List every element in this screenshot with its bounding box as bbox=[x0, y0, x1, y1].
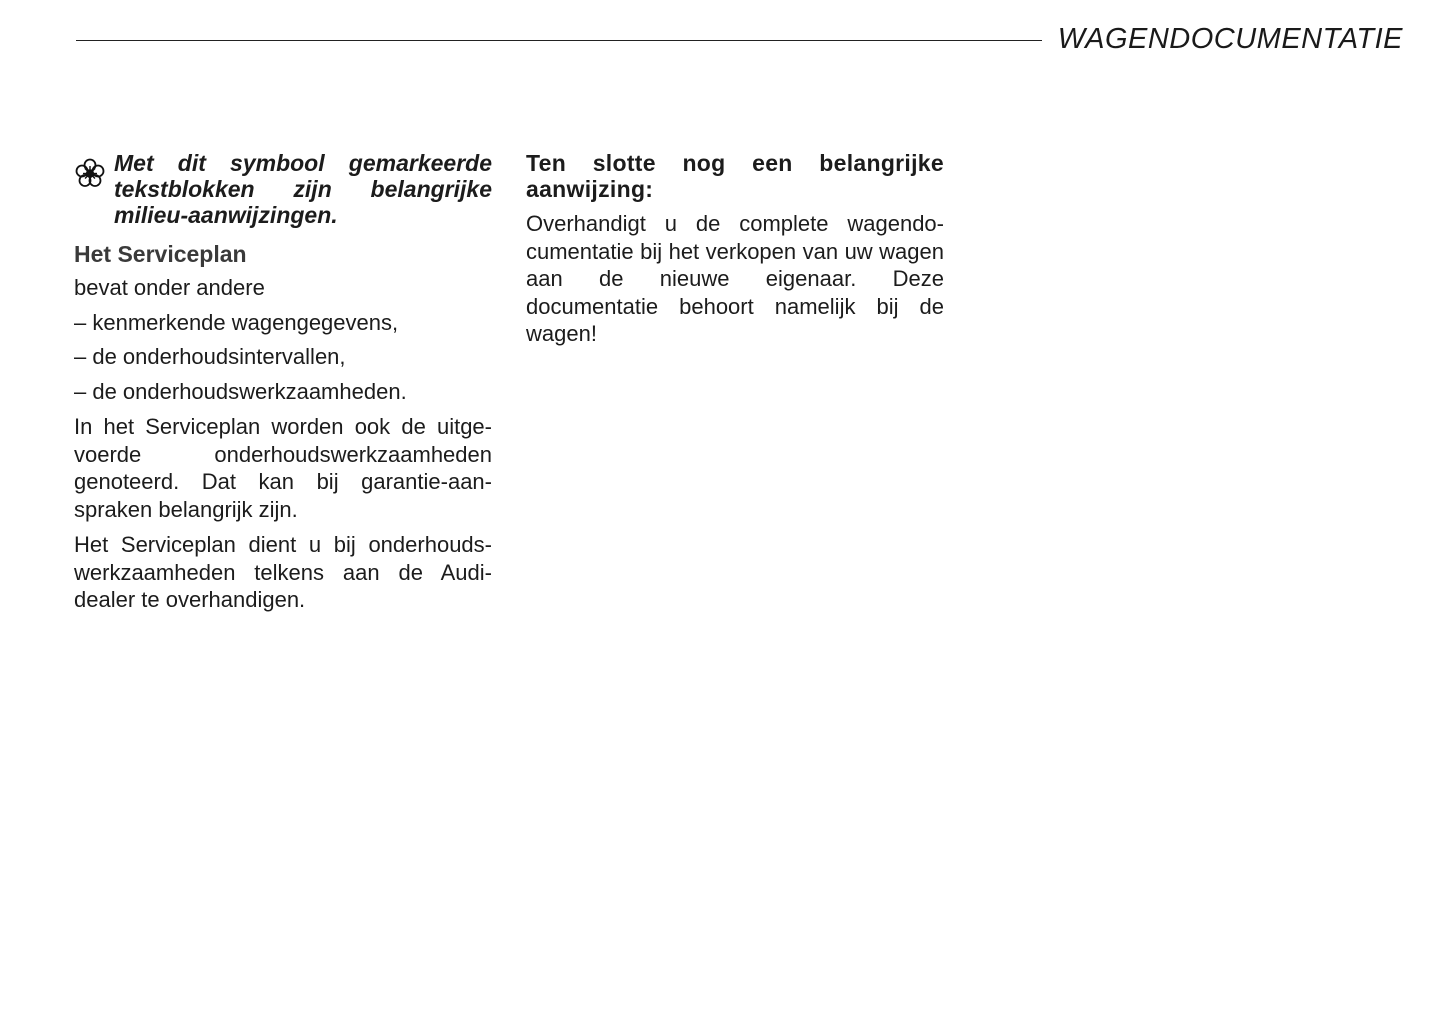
important-notice-paragraph: Overhandigt u de complete wagendocumentatie bij het verkopen van uw wagen aan de nieuwe eigenaar. Deze documentatie behoort namelijk bij de wagen! bbox=[526, 211, 944, 346]
environment-notice-text: Met dit symbool gemarkeerde tekstblokken zijn belangrijke milieu-aanwijzingen. bbox=[114, 150, 492, 228]
left-column bbox=[74, 150, 492, 614]
section-title: Het Serviceplan bbox=[74, 241, 247, 267]
running-head: WAGENDOCUMENTATIE bbox=[1057, 23, 1403, 55]
header-rule bbox=[76, 40, 1042, 41]
list-item: – de onderhoudsintervallen, bbox=[74, 344, 346, 369]
right-column bbox=[526, 150, 944, 348]
list-item: – kenmerkende wagengegevens, bbox=[74, 309, 399, 335]
environment-notice bbox=[74, 150, 492, 228]
intro-text: bevat onder andere bbox=[74, 275, 265, 300]
paragraph-hand-over-serviceplan: Het Serviceplan dient u bij onderhoudswerkzaamheden telkens aan de Audi-dealer te overhandigen. bbox=[74, 532, 492, 612]
environment-flower-icon bbox=[74, 157, 106, 189]
list-item: – de onderhoudswerkzaamheden. bbox=[74, 378, 407, 404]
important-notice-heading: Ten slotte nog een belangrijke aanwijzing: bbox=[526, 150, 944, 202]
paragraph-completed-maintenance: In het Serviceplan worden ook de uitgevoerde onderhoudswerkzaamheden genoteerd. Dat kan bij garantie-aanspraken belangrijk zijn. bbox=[74, 414, 492, 522]
